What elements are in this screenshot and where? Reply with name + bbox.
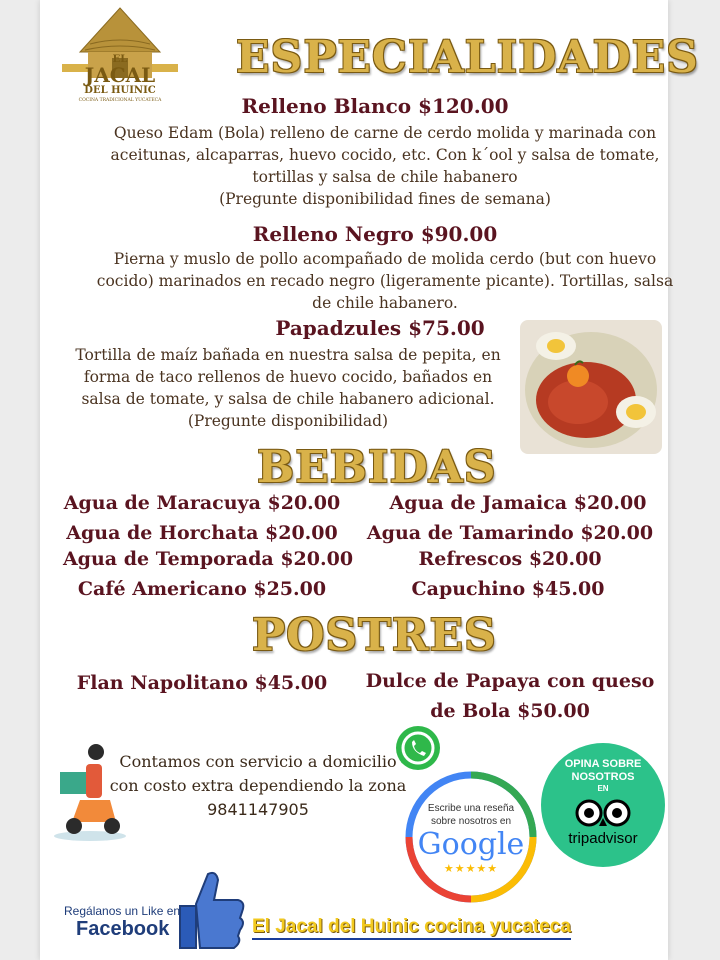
drinks-heading: BEBIDAS bbox=[257, 442, 497, 493]
tripadvisor-badge[interactable] bbox=[540, 742, 666, 868]
tripadvisor-brand: tripadvisor bbox=[568, 830, 638, 847]
whatsapp-icon[interactable] bbox=[394, 724, 442, 772]
logo bbox=[60, 6, 180, 118]
drink-capuchino: Capuchino $45.00 bbox=[411, 578, 605, 600]
google-badge-line1: Escribe una reseña bbox=[427, 803, 515, 814]
logo-line2: JACAL bbox=[84, 63, 156, 87]
dish-title-relleno-negro: Relleno Negro $90.00 bbox=[252, 222, 498, 246]
delivery-phone[interactable]: 9841147905 bbox=[207, 800, 309, 819]
dish-title-papadzules: Papadzules $75.00 bbox=[275, 316, 485, 340]
drink-jamaica: Agua de Jamaica $20.00 bbox=[389, 492, 647, 514]
facebook-small-text: Regálanos un Like en bbox=[64, 904, 181, 918]
drink-cafe-americano: Café Americano $25.00 bbox=[77, 578, 327, 600]
drink-temporada: Agua de Temporada $20.00 bbox=[62, 548, 354, 570]
owl-icon bbox=[573, 798, 633, 828]
dish-title-relleno-blanco: Relleno Blanco $120.00 bbox=[241, 94, 509, 118]
dish-desc-relleno-negro: Pierna y muslo de pollo acompañado de molida cerdo (but con huevo cocido) marinados en recado negro (ligeramente picante). Tortillas, salsa de chile habanero. bbox=[96, 250, 674, 312]
desserts-heading: POSTRES bbox=[252, 610, 497, 661]
drink-maracuya: Agua de Maracuya $20.00 bbox=[63, 492, 341, 514]
drink-refrescos: Refrescos $20.00 bbox=[418, 548, 602, 570]
dessert-dulce-papaya: Dulce de Papaya con queso de Bola $50.00 bbox=[365, 670, 655, 722]
google-stars: ★★★★★ bbox=[443, 863, 499, 875]
logo-line4: COCINA TRADICIONAL YUCATECA bbox=[78, 98, 162, 103]
google-brand: Google bbox=[417, 827, 525, 862]
thumbs-up-icon bbox=[176, 868, 246, 954]
dish-desc-relleno-blanco: Queso Edam (Bola) relleno de carne de cerdo molida y marinada con aceitunas, alcaparras, huevo cocido, etc. Con k´ool y salsa de tomate, tortillas y salsa de chile habanero (Pregunte disponibilidad fines de semana) bbox=[110, 124, 660, 208]
tripadvisor-line2: NOSOTROS bbox=[571, 771, 635, 783]
logo-line3: DEL HUINIC bbox=[84, 85, 156, 96]
logo-line1: EL bbox=[112, 54, 128, 65]
facebook-like[interactable] bbox=[62, 868, 252, 954]
footer-restaurant-name: El Jacal del Huinic cocina yucateca bbox=[252, 916, 571, 940]
google-badge-line2: sobre nosotros en bbox=[430, 816, 512, 827]
tripadvisor-line3: EN bbox=[597, 784, 609, 793]
delivery-info: Contamos con servicio a domicilio con costo extra dependiendo la zona 9841147905 bbox=[98, 750, 418, 822]
dessert-flan: Flan Napolitano $45.00 bbox=[76, 672, 328, 694]
dish-desc-papadzules: Tortilla de maíz bañada en nuestra salsa de pepita, en forma de taco rellenos de huevo cocido, bañados en salsa de tomate, y salsa de chile habanero adicional. (Pregunte disponibilidad) bbox=[75, 346, 501, 430]
tripadvisor-line1: OPINA SOBRE bbox=[564, 758, 642, 770]
google-review-badge[interactable] bbox=[404, 770, 538, 904]
papadzules-photo bbox=[520, 320, 662, 454]
specials-heading: ESPECIALIDADES bbox=[236, 32, 699, 83]
facebook-big-text: Facebook bbox=[76, 918, 170, 940]
drink-horchata: Agua de Horchata $20.00 bbox=[66, 522, 338, 544]
drink-tamarindo: Agua de Tamarindo $20.00 bbox=[366, 522, 654, 544]
